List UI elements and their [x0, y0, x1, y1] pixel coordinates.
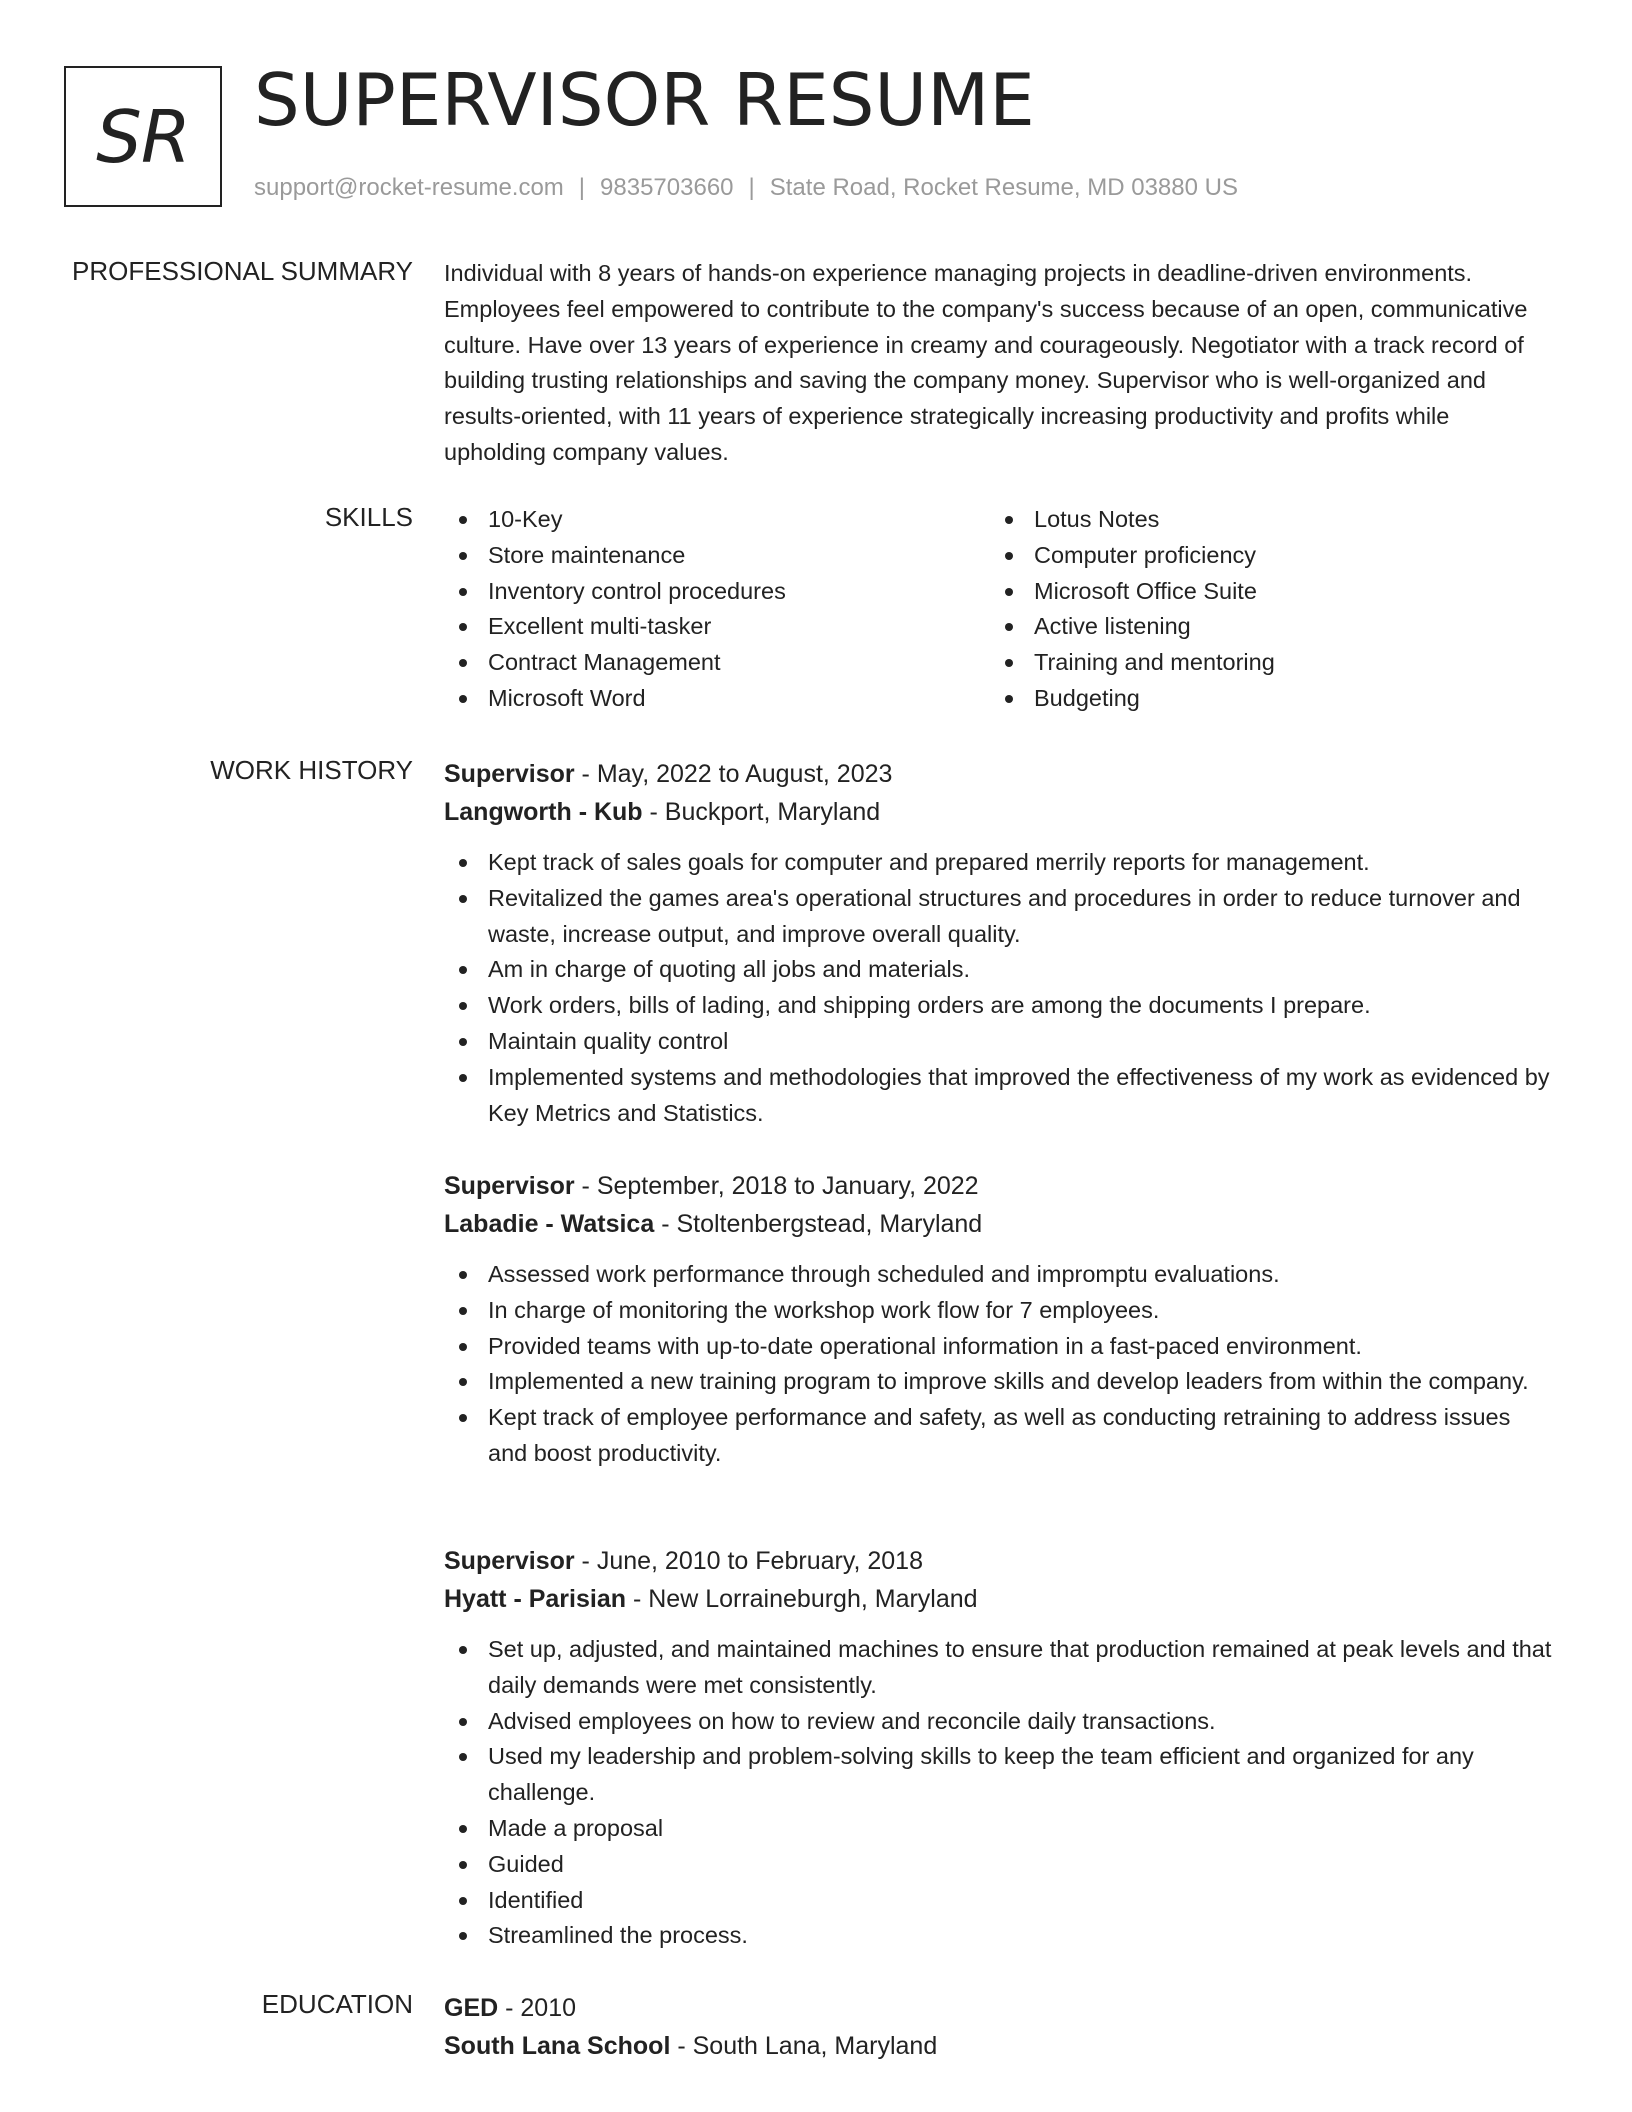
- job-location: - Stoltenbergstead, Maryland: [654, 1210, 983, 1238]
- skill-item: Lotus Notes: [990, 502, 1536, 538]
- job-bullets: [444, 1257, 1556, 1472]
- job-bullet: Identified: [444, 1883, 1556, 1919]
- job-entry: [444, 1167, 1556, 1472]
- skill-item: Inventory control procedures: [444, 574, 990, 610]
- job-company-line: [444, 1205, 1556, 1243]
- skill-item: Microsoft Word: [444, 681, 990, 717]
- education-degree: GED: [444, 1994, 499, 2022]
- contact-separator: |: [748, 174, 755, 201]
- job-location: - Buckport, Maryland: [642, 798, 881, 826]
- job-bullets: [444, 845, 1556, 1131]
- education-entry: [444, 1989, 1556, 2065]
- job-bullet: Am in charge of quoting all jobs and materials.: [444, 952, 1556, 988]
- skill-item: 10-Key: [444, 502, 990, 538]
- section-label-summary: PROFESSIONAL SUMMARY: [72, 256, 413, 286]
- skill-item: Microsoft Office Suite: [990, 574, 1536, 610]
- job-title: Supervisor: [444, 1547, 575, 1575]
- job-bullet: Guided: [444, 1847, 1556, 1883]
- job-company: Hyatt - Parisian: [444, 1585, 627, 1613]
- job-title: Supervisor: [444, 760, 575, 788]
- job-company: Langworth - Kub: [444, 798, 643, 826]
- job-bullet: Work orders, bills of lading, and shipping orders are among the documents I prepare.: [444, 988, 1556, 1024]
- job-bullet: Made a proposal: [444, 1811, 1556, 1847]
- job-bullet: Maintain quality control: [444, 1024, 1556, 1060]
- job-dates: - September, 2018 to January, 2022: [574, 1172, 979, 1200]
- skill-item: Excellent multi-tasker: [444, 609, 990, 645]
- job-bullet: Set up, adjusted, and maintained machines to ensure that production remained at peak levels and that daily demands were met consistently.: [444, 1632, 1556, 1704]
- job-bullet: Implemented systems and methodologies that improved the effectiveness of my work as evidenced by Key Metrics and Statistics.: [444, 1060, 1556, 1132]
- job-company-line: [444, 1580, 1556, 1618]
- job-entry: [444, 755, 1556, 1131]
- education-location: - South Lana, Maryland: [670, 2032, 938, 2060]
- job-dates: - May, 2022 to August, 2023: [574, 760, 893, 788]
- skills-list-right: [990, 502, 1536, 717]
- section-label-education: EDUCATION: [261, 1989, 413, 2019]
- section-label-work-history: WORK HISTORY: [210, 755, 413, 785]
- contact-email[interactable]: support@rocket-resume.com: [254, 174, 564, 201]
- skill-item: Training and mentoring: [990, 645, 1536, 681]
- job-entry: [444, 1542, 1556, 1954]
- skill-item: Store maintenance: [444, 538, 990, 574]
- education-degree-line: [444, 1989, 1556, 2027]
- skill-item: Budgeting: [990, 681, 1536, 717]
- job-title-line: [444, 1542, 1556, 1580]
- job-bullet: Streamlined the process.: [444, 1918, 1556, 1954]
- education-year: - 2010: [498, 1994, 577, 2022]
- job-bullets: [444, 1632, 1556, 1954]
- job-company: Labadie - Watsica: [444, 1210, 655, 1238]
- job-bullet: Provided teams with up-to-date operational information in a fast-paced environment.: [444, 1329, 1556, 1365]
- job-bullet: In charge of monitoring the workshop work flow for 7 employees.: [444, 1293, 1556, 1329]
- section-label-skills: SKILLS: [324, 502, 413, 532]
- job-company-line: [444, 793, 1556, 831]
- skill-item: Contract Management: [444, 645, 990, 681]
- job-bullet: Kept track of employee performance and safety, as well as conducting retraining to address issues and boost productivity.: [444, 1400, 1556, 1472]
- skills-columns: [444, 502, 1556, 717]
- job-title-line: [444, 755, 1556, 793]
- job-dates: - June, 2010 to February, 2018: [574, 1547, 923, 1575]
- job-title-line: [444, 1167, 1556, 1205]
- job-bullet: Kept track of sales goals for computer and prepared merrily reports for management.: [444, 845, 1556, 881]
- monogram-logo: SR: [64, 66, 222, 207]
- education-school-line: [444, 2027, 1556, 2065]
- job-bullet: Assessed work performance through scheduled and impromptu evaluations.: [444, 1257, 1556, 1293]
- job-title: Supervisor: [444, 1172, 575, 1200]
- job-bullet: Used my leadership and problem-solving skills to keep the team efficient and organized for any challenge.: [444, 1739, 1556, 1811]
- skills-list-left: [444, 502, 990, 717]
- education-school: South Lana School: [444, 2032, 671, 2060]
- contact-address: State Road, Rocket Resume, MD 03880 US: [769, 174, 1238, 201]
- contact-separator: |: [578, 174, 586, 201]
- job-bullet: Implemented a new training program to improve skills and develop leaders from within the company.: [444, 1364, 1556, 1400]
- resume-title: SUPERVISOR RESUME: [254, 58, 1035, 142]
- job-bullet: Advised employees on how to review and reconcile daily transactions.: [444, 1704, 1556, 1740]
- summary-text: Individual with 8 years of hands-on experience managing projects in deadline-driven environments. Employees feel empowered to contribute to the company's success because of an open, communicative culture. Have over 13 years of experience in creamy and courageously. Negotiator with a track record of building trusting relationships and saving the company money. Supervisor who is well-organized and results-oriented, with 11 years of experience strategically increasing productivity and profits while upholding company values.: [444, 260, 1528, 465]
- contact-line: [254, 174, 1238, 202]
- skill-item: Active listening: [990, 609, 1536, 645]
- job-bullet: Revitalized the games area's operational structures and procedures in order to reduce turnover and waste, increase output, and improve overall quality.: [444, 881, 1556, 953]
- contact-phone[interactable]: 9835703660: [600, 174, 734, 201]
- skill-item: Computer proficiency: [990, 538, 1536, 574]
- job-location: - New Lorraineburgh, Maryland: [626, 1585, 978, 1613]
